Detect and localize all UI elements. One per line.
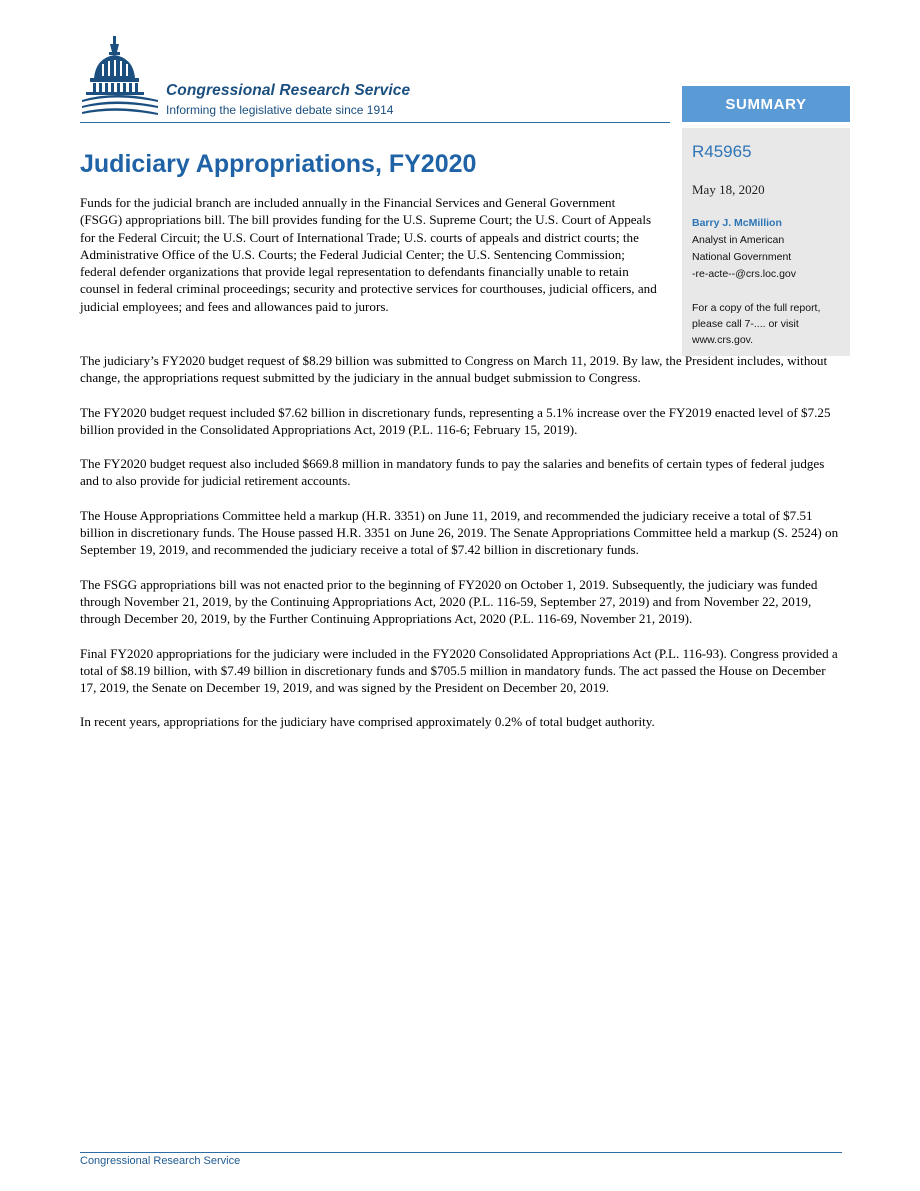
copy-note-line-2: please call 7-.... or visit [692, 318, 799, 330]
intro-paragraph: Funds for the judicial branch are included annually in the Financial Services and General Government (FSGG) appropriations bill. The bill provides funding for the U.S. Supreme Court; the U.S. Court of Appeals for the Federal Circuit; the U.S. Court of International Trade; U.S. courts of appeals and district courts; the Administrative Office of the U.S. Courts; the Federal Judicial Center; the U.S. Sentencing Commission; federal defender organizations that provide legal representation to defendants financially unable to retain counsel in federal criminal proceedings; security and protective services for courthouses, judicial officers, and judicial employees; and fees and allowances paid to jurors. [80, 195, 657, 314]
author-email[interactable]: -re-acte--@crs.loc.gov [692, 268, 797, 280]
org-tagline: Informing the legislative debate since 1914 [166, 103, 394, 117]
summary-body [80, 352, 842, 748]
summary-heading: SUMMARY [682, 86, 850, 122]
paragraph-continuing: The FSGG appropriations bill was not enacted prior to the beginning of FY2020 on October 1, 2019. Subsequently, the judiciary was funded through November 21, 2019, by the Continuing Appropriations Act, 2020 (P.L. 116-59, September 27, 2019) and from November 22, 2019, through December 20, 2019, by the Further Continuing Appropriations Act, 2020 (P.L. 116-69, November 21, 2019). [80, 576, 818, 627]
paragraph-budget-request: The judiciary’s FY2020 budget request of $8.29 billion was submitted to Congress on March 11, 2019. By law, the President includes, without change, the appropriations request submitted by the judiciary in the annual budget submission to Congress. [80, 353, 828, 386]
summary-sidebar [682, 86, 850, 356]
author-title-line-1: Analyst in American [692, 234, 785, 246]
capitol-dome-icon [80, 34, 160, 124]
sidebar-gap [682, 122, 850, 128]
report-id: R45965 [692, 142, 752, 161]
footer-org-name: Congressional Research Service [80, 1155, 241, 1167]
header-divider [80, 122, 670, 123]
paragraph-committee-markup: The House Appropriations Committee held a markup (H.R. 3351) on June 11, 2019, and recommended the judiciary receive a total of $7.51 billion in discretionary funds. The House passed H.R. 3351 on June 26, 2019. The Senate Appropriations Committee held a markup (S. 2524) on September 19, 2019, and recommended the judiciary receive a total of $7.42 billion in discretionary funds. [80, 507, 839, 558]
author-title-line-2: National Government [692, 251, 792, 263]
copy-note-line-1: For a copy of the full report, [692, 302, 821, 314]
footer-divider [80, 1152, 842, 1153]
paragraph-discretionary: The FY2020 budget request included $7.62 billion in discretionary funds, representing a 5.1% increase over the FY2019 enacted level of $7.25 billion provided in the Consolidated Appropriations Act, 2019 (P.L. 116-6; February 15, 2019). [80, 404, 831, 437]
paragraph-recent-years: In recent years, appropriations for the judiciary have comprised approximately 0.2% of total budget authority. [80, 714, 655, 730]
paragraph-final: Final FY2020 appropriations for the judiciary were included in the FY2020 Consolidated Appropriations Act (P.L. 116-93). Congress provided a total of $8.19 billion, with $7.49 billion in discretionary funds and $705.5 million in mandatory funds. The act passed the House on December 17, 2019, the Senate on December 19, 2019, and was signed by the President on December 20, 2019. [80, 645, 838, 696]
page-title: Judiciary Appropriations, FY2020 [80, 150, 477, 178]
crs-website-link[interactable]: www.crs.gov. [692, 334, 754, 346]
org-name: Congressional Research Service [166, 82, 411, 99]
report-date: May 18, 2020 [692, 182, 765, 197]
crs-logo[interactable] [80, 34, 480, 124]
paragraph-mandatory: The FY2020 budget request also included $669.8 million in mandatory funds to pay the salaries and benefits of certain types of federal judges and to also provide for judicial retirement accounts. [80, 456, 825, 489]
author-name: Barry J. McMillion [692, 217, 782, 229]
